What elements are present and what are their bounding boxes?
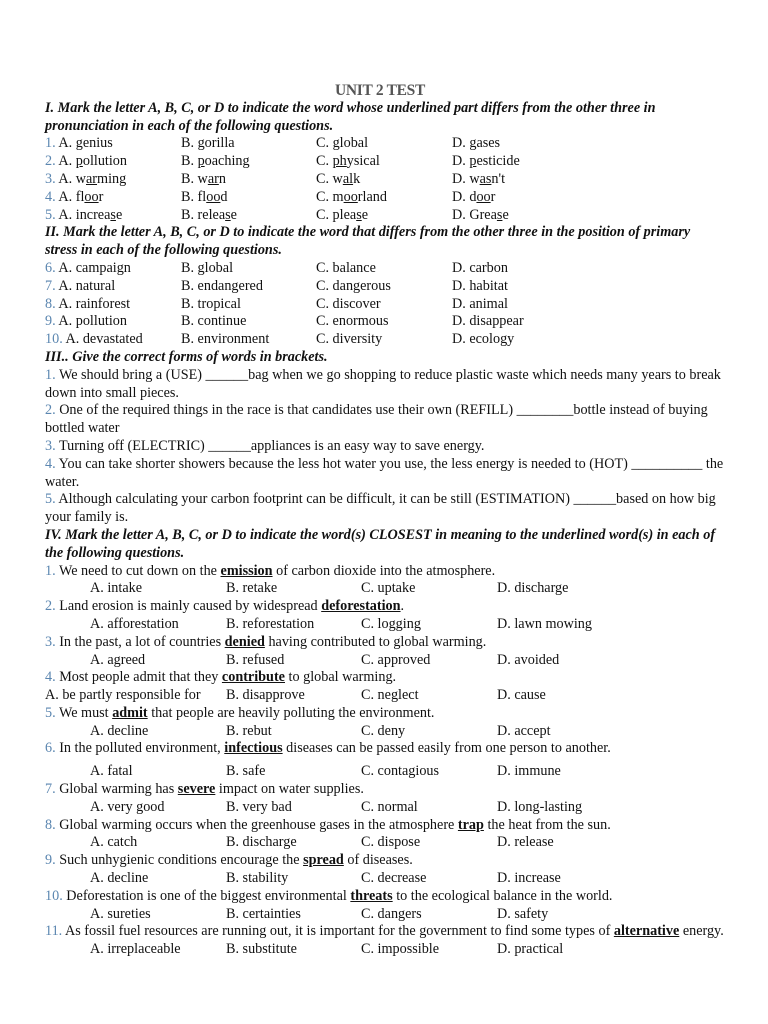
underlined-part: g <box>197 135 205 152</box>
section-4-instruction: IV. Mark the letter A, B, C, or D to indicate the word(s) CLOSEST in meaning to the underlined word(s) in each of the following questions. <box>45 526 716 561</box>
option-d: D. lawn mowing <box>497 615 592 632</box>
section-1-instruction: I. Mark the letter A, B, C, or D to indicate the word whose underlined part differs from the other three in pronunciation in each of the following questions. <box>45 99 656 134</box>
option-c: C. normal <box>361 798 418 815</box>
option-a: 2. A. pollution <box>45 153 127 170</box>
option-a: 1. A. genius <box>45 135 113 152</box>
underlined-part: oo <box>84 188 99 205</box>
option-b: B. disapprove <box>226 687 305 704</box>
keyword: contribute <box>221 669 285 686</box>
question-number: 4. <box>45 188 59 205</box>
section-2-instruction: II. Mark the letter A, B, C, or D to indicate the word that differs from the other three in the position of primary stress in each of the following questions. <box>45 224 691 259</box>
keyword: infectious <box>224 740 283 757</box>
option-d: D. release <box>497 834 554 851</box>
question-text: Turning off (ELECTRIC) ______appliances is an easy way to save energy. <box>58 437 485 454</box>
question-row <box>45 260 725 278</box>
question-number: 5. <box>45 491 59 508</box>
option-a: 9. A. pollution <box>45 313 127 330</box>
option-b: B. warn <box>181 170 226 187</box>
option-d: D. gases <box>452 135 501 152</box>
question-number: 7. <box>45 781 60 798</box>
option-d: D. door <box>452 188 496 205</box>
synonym-question: 11. As fossil fuel resources are running out, it is important for the government to find some types of alternative energy. <box>45 923 724 940</box>
option-b: B. tropical <box>181 295 241 312</box>
question-number: 3. <box>45 437 59 454</box>
option-a: A. agreed <box>90 651 146 668</box>
question-number: 2. <box>45 153 59 170</box>
option-a: A. fatal <box>90 763 133 780</box>
option-d: D. carbon <box>452 259 508 276</box>
option-b: B. discharge <box>226 834 297 851</box>
option-a: 6. A. campaign <box>45 259 131 276</box>
option-c: C. moorland <box>316 188 387 205</box>
option-c: C. uptake <box>361 580 416 597</box>
option-c: C. neglect <box>361 687 419 704</box>
keyword: threats <box>350 887 393 904</box>
option-a: A. sureties <box>90 905 151 922</box>
underlined-part: al <box>342 170 354 187</box>
question-number: 7. <box>45 277 59 294</box>
option-d: D. long-lasting <box>497 798 583 815</box>
test-page <box>45 82 725 959</box>
question-number: 11. <box>45 923 65 940</box>
question-number: 3. <box>45 633 60 650</box>
answer-options <box>45 723 725 741</box>
option-b: B. gorilla <box>181 135 235 152</box>
option-d: D. Grease <box>452 206 509 223</box>
underlined-part: p <box>469 153 477 170</box>
word-form-question <box>45 491 725 527</box>
question-number: 1. <box>45 135 59 152</box>
question-row <box>45 296 725 314</box>
answer-options <box>45 763 725 781</box>
option-b: B. safe <box>226 763 266 780</box>
option-a: 8. A. rainforest <box>45 295 131 312</box>
keyword: emission <box>220 562 273 579</box>
option-d: D. wasn't <box>452 170 506 187</box>
underlined-part: p <box>75 153 83 170</box>
option-c: C. approved <box>361 651 431 668</box>
question-row <box>45 313 725 331</box>
option-a: 10. A. devastated <box>45 331 143 348</box>
option-a: A. intake <box>90 580 143 597</box>
option-b: B. endangered <box>181 277 263 294</box>
option-c: C. global <box>316 135 369 152</box>
option-b: B. refused <box>226 651 285 668</box>
synonym-question: 5. We must admit that people are heavily polluting the environment. <box>45 704 435 721</box>
section-4-questions <box>45 563 725 960</box>
answer-options <box>45 941 725 959</box>
word-form-question <box>45 367 725 403</box>
question-number: 8. <box>45 295 59 312</box>
option-b: B. continue <box>181 313 247 330</box>
underlined-part: g <box>332 135 340 152</box>
synonym-question: 3. In the past, a lot of countries denied having contributed to global warming. <box>45 633 487 650</box>
option-d: D. increase <box>497 870 561 887</box>
synonym-question: 7. Global warming has severe impact on water supplies. <box>45 781 364 798</box>
question-number: 9. <box>45 313 59 330</box>
option-a: 5. A. increase <box>45 206 123 223</box>
option-d: D. safety <box>497 905 549 922</box>
question-number: 8. <box>45 816 60 833</box>
question-row <box>45 207 725 225</box>
question-number: 5. <box>45 206 59 223</box>
option-d: D. discharge <box>497 580 569 597</box>
option-c: C. balance <box>316 259 376 276</box>
underlined-part: oo <box>343 188 358 205</box>
keyword: alternative <box>613 923 680 940</box>
question-number: 2. <box>45 402 60 419</box>
option-a: 3. A. warming <box>45 170 127 187</box>
question-row <box>45 171 725 189</box>
option-c: C. dispose <box>361 834 421 851</box>
question-number: 5. <box>45 704 59 721</box>
option-b: B. very bad <box>226 798 292 815</box>
question-number: 3. <box>45 170 59 187</box>
question-text: Although calculating your carbon footprint can be difficult, it can be still (ESTIMATION) ______based on how big your family is. <box>45 491 716 526</box>
question-row <box>45 189 725 207</box>
option-d: D. immune <box>497 763 561 780</box>
underlined-part: ph <box>332 153 347 170</box>
question-number: 10. <box>45 887 67 904</box>
synonym-question: 1. We need to cut down on the emission of carbon dioxide into the atmosphere. <box>45 562 496 579</box>
answer-options <box>45 834 725 852</box>
question-number: 10. <box>45 331 66 348</box>
underlined-part: s <box>225 206 231 223</box>
question-number: 4. <box>45 669 60 686</box>
option-c: C. dangerous <box>316 277 391 294</box>
keyword: admit <box>112 704 148 721</box>
option-b: B. reforestation <box>226 615 315 632</box>
option-c: C. diversity <box>316 331 383 348</box>
question-text: You can take shorter showers because the less hot water you use, the less energy is needed to (HOT) __________ the water. <box>45 455 724 490</box>
underlined-part: ar <box>207 170 219 187</box>
option-a: A. afforestation <box>90 615 179 632</box>
option-a: A. catch <box>90 834 138 851</box>
option-c: C. walk <box>316 170 361 187</box>
option-b: B. rebut <box>226 722 272 739</box>
synonym-question: 4. Most people admit that they contribute to global warming. <box>45 669 397 686</box>
question-row <box>45 153 725 171</box>
question-number: 4. <box>45 455 59 472</box>
underlined-part: s <box>356 206 362 223</box>
option-a: A. decline <box>90 722 149 739</box>
synonym-question: 8. Global warming occurs when the greenhouse gases in the atmosphere trap the heat from the sun. <box>45 816 611 833</box>
option-a: 7. A. natural <box>45 277 116 294</box>
underlined-part: oo <box>476 188 491 205</box>
option-a: A. decline <box>90 870 149 887</box>
underlined-part: oo <box>206 188 221 205</box>
option-b: B. global <box>181 259 234 276</box>
option-a: A. be partly responsible for <box>45 687 201 704</box>
option-a: 4. A. floor <box>45 188 104 205</box>
question-number: 6. <box>45 740 60 757</box>
underlined-part: ar <box>86 170 98 187</box>
option-b: B. substitute <box>226 941 297 958</box>
question-number: 1. <box>45 562 59 579</box>
question-row <box>45 135 725 153</box>
option-c: C. logging <box>361 615 421 632</box>
word-form-question <box>45 438 725 456</box>
synonym-question: 6. In the polluted environment, infectious diseases can be passed easily from one person to another. <box>45 740 611 757</box>
option-d: D. habitat <box>452 277 508 294</box>
question-text: We should bring a (USE) ______bag when we go shopping to reduce plastic waste which needs many years to break down into small pieces. <box>45 366 721 401</box>
underlined-part: g <box>469 135 477 152</box>
keyword: denied <box>224 633 265 650</box>
option-c: C. impossible <box>361 941 440 958</box>
option-b: B. stability <box>226 870 289 887</box>
option-c: C. decrease <box>361 870 427 887</box>
option-a: A. very good <box>90 798 165 815</box>
question-number: 6. <box>45 259 59 276</box>
question-number: 9. <box>45 852 60 869</box>
page-title: UNIT 2 TEST <box>334 82 426 99</box>
synonym-question: 9. Such unhygienic conditions encourage the spread of diseases. <box>45 852 413 869</box>
underlined-part: g <box>75 135 83 152</box>
option-c: C. dangers <box>361 905 422 922</box>
option-c: C. contagious <box>361 763 440 780</box>
underlined-part: p <box>197 153 205 170</box>
option-b: B. certainties <box>226 905 301 922</box>
section-2-questions <box>45 260 725 349</box>
option-d: D. practical <box>497 941 564 958</box>
option-a: A. irreplaceable <box>90 941 181 958</box>
keyword: spread <box>303 852 344 869</box>
underlined-part: s <box>496 206 503 223</box>
keyword: deforestation <box>321 598 401 615</box>
answer-options <box>45 906 725 924</box>
keyword: trap <box>457 816 484 833</box>
answer-options <box>45 870 725 888</box>
underlined-part: as <box>479 170 492 187</box>
answer-options <box>45 652 725 670</box>
answer-options <box>45 799 725 817</box>
answer-options <box>45 580 725 598</box>
section-3-instruction: III.. Give the correct forms of words in brackets. <box>45 348 328 365</box>
question-number: 1. <box>45 366 59 383</box>
option-d: D. accept <box>497 722 551 739</box>
option-c: C. physical <box>316 153 380 170</box>
option-d: D. pesticide <box>452 153 520 170</box>
option-d: D. animal <box>452 295 508 312</box>
question-text: One of the required things in the race is that candidates use their own (REFILL) ________bottle instead of buying bottled water <box>45 402 708 437</box>
option-c: C. enormous <box>316 313 389 330</box>
option-d: D. avoided <box>497 651 560 668</box>
answer-options <box>45 616 725 634</box>
synonym-question: 10. Deforestation is one of the biggest environmental threats to the ecological balance in the world. <box>45 887 613 904</box>
option-b: B. environment <box>181 331 270 348</box>
option-c: C. discover <box>316 295 381 312</box>
option-d: D. cause <box>497 687 546 704</box>
option-b: B. flood <box>181 188 228 205</box>
keyword: severe <box>177 781 216 798</box>
word-form-question <box>45 456 725 492</box>
question-row <box>45 331 725 349</box>
word-form-question <box>45 402 725 438</box>
option-b: B. retake <box>226 580 278 597</box>
question-row <box>45 278 725 296</box>
option-b: B. poaching <box>181 153 250 170</box>
option-d: D. ecology <box>452 331 515 348</box>
synonym-question: 2. Land erosion is mainly caused by widespread deforestation. <box>45 598 405 615</box>
section-1-questions <box>45 135 725 224</box>
question-number: 2. <box>45 598 60 615</box>
section-3-questions <box>45 367 725 527</box>
option-d: D. disappear <box>452 313 524 330</box>
option-c: C. please <box>316 206 369 223</box>
option-c: C. deny <box>361 722 406 739</box>
underlined-part: s <box>110 206 116 223</box>
option-b: B. release <box>181 206 237 223</box>
answer-options <box>45 687 725 705</box>
